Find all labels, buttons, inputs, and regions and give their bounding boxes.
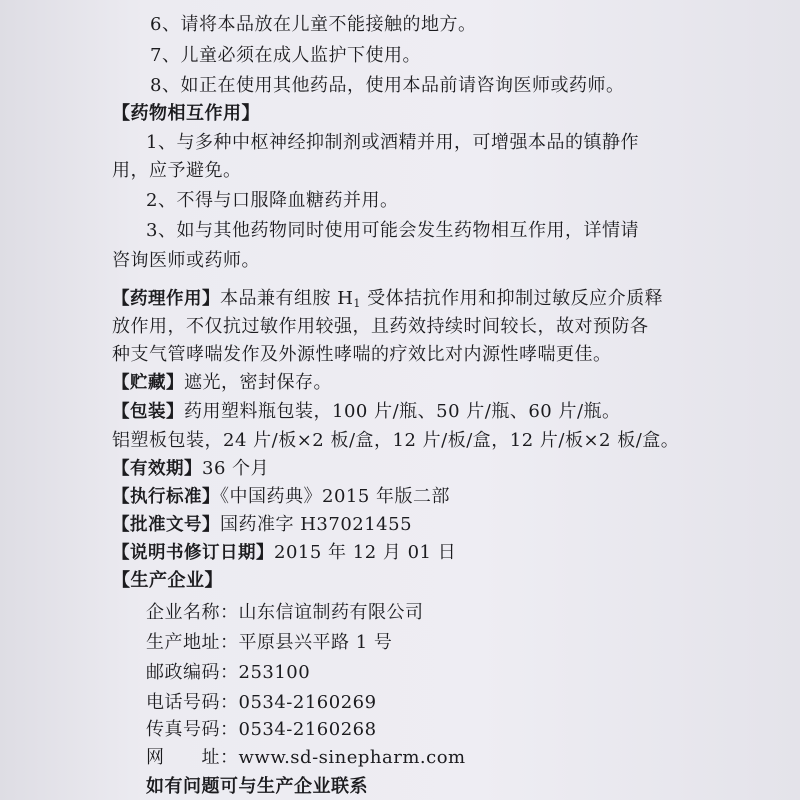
package-line1: 药用塑料瓶包装，100 片/瓶、50 片/瓶、60 片/瓶。 (184, 401, 621, 422)
approval-value: 国药准字 H37021455 (220, 514, 413, 535)
contact-note: 如有问题可与生产企业联系 (146, 776, 368, 797)
company-name-label: 企业名称： (146, 602, 239, 623)
website-row (146, 743, 466, 769)
phone-value: 0534-2160269 (238, 692, 377, 713)
address-label: 生产地址： (146, 632, 239, 653)
company-name-value: 山东信谊制药有限公司 (238, 602, 424, 623)
fax-label: 传真号码： (146, 719, 239, 740)
package-heading: 【包装】 (112, 402, 184, 422)
approval-heading: 【批准文号】 (112, 515, 220, 535)
postcode-row (146, 658, 310, 684)
validity-value: 36 个月 (202, 458, 270, 479)
phone-label: 电话号码： (146, 692, 239, 713)
pharmacology-heading: 【药理作用】 (112, 289, 220, 309)
interactions-item-3-line2: 咨询医师或药师。 (112, 250, 260, 271)
note-item-7: 7、儿童必须在成人监护下使用。 (150, 45, 421, 66)
revision-value: 2015 年 12 月 01 日 (274, 542, 457, 563)
standard-value: 《中国药典》2015 年版二部 (220, 486, 451, 507)
address-value: 平原县兴平路 1 号 (238, 632, 393, 653)
address-row (146, 628, 392, 654)
manufacturer-heading: 【生产企业】 (112, 570, 223, 591)
standard-heading: 【执行标准】 (112, 487, 220, 507)
interactions-item-3-line1: 3、如与其他药物同时使用可能会发生药物相互作用，详情请 (146, 220, 639, 241)
note-item-6: 6、请将本品放在儿童不能接触的地方。 (150, 14, 477, 35)
pharmacology-text-a: 本品兼有组胺 H (220, 288, 354, 309)
storage-heading: 【贮藏】 (112, 373, 184, 393)
postcode-label: 邮政编码： (146, 662, 239, 683)
pharmacology-line3: 种支气管哮喘发作及外源性哮喘的疗效比对内源性哮喘更佳。 (112, 344, 612, 365)
note-item-8: 8、如正在使用其他药品，使用本品前请咨询医师或药师。 (150, 75, 625, 96)
company-name-row (146, 598, 424, 624)
phone-row (146, 688, 377, 714)
fax-row (146, 715, 377, 741)
website-value: www.sd-sinepharm.com (238, 747, 466, 768)
interactions-item-2: 2、不得与口服降血糖药并用。 (146, 190, 399, 211)
interactions-item-1-line1: 1、与多种中枢神经抑制剂或酒精并用，可增强本品的镇静作 (146, 132, 639, 153)
storage-value: 遮光，密封保存。 (184, 372, 332, 393)
postcode-value: 253100 (238, 662, 311, 683)
interactions-heading: 【药物相互作用】 (112, 103, 260, 124)
website-label: 网 址： (146, 747, 239, 768)
interactions-item-1-line2: 用，应予避免。 (112, 160, 242, 181)
fax-value: 0534-2160268 (238, 719, 377, 740)
pharmacology-subscript: 1 (353, 297, 361, 310)
pharmacology-line2: 放作用，不仅抗过敏作用较强，且药效持续时间较长，故对预防各 (112, 316, 649, 337)
revision-heading: 【说明书修订日期】 (112, 543, 274, 563)
package-line2: 铝塑板包装，24 片/板×2 板/盒，12 片/板/盒，12 片/板×2 板/盒。 (112, 430, 680, 451)
pharmacology-text-b: 受体拮抗作用和抑制过敏反应介质释 (360, 288, 664, 309)
validity-heading: 【有效期】 (112, 459, 202, 479)
